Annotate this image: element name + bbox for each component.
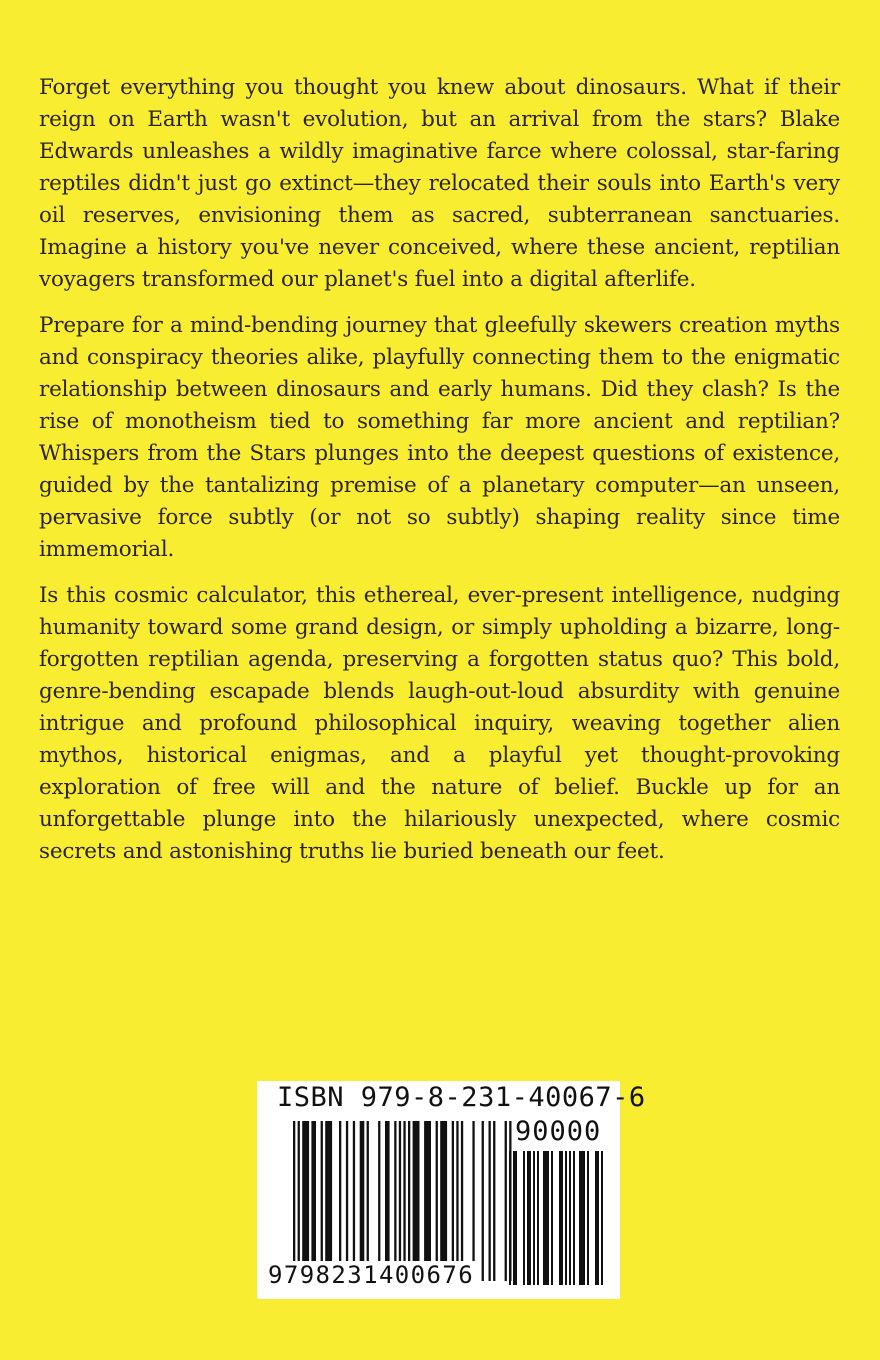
barcode-bar [385,1121,390,1281]
barcode-bar [408,1121,410,1281]
isbn-label: ISBN 979-8-231-40067-6 [277,1082,646,1113]
barcode-bar [394,1121,396,1281]
barcode-bar [302,1121,309,1281]
barcode-bar [523,1151,525,1285]
barcode-bar [424,1121,431,1281]
addon-bars [509,1151,603,1285]
barcode-bar [339,1121,341,1281]
barcode-bar [452,1121,454,1281]
barcode-bar [559,1151,563,1285]
barcode-bar [378,1121,380,1281]
ean-digits: 9798231400676 [268,1261,475,1289]
barcode-bar [298,1121,300,1281]
barcode-bar [505,1121,507,1281]
barcode-bar [413,1121,420,1281]
barcode-bar [321,1121,323,1281]
barcode-bar [601,1151,603,1285]
barcode-bar [293,1121,295,1281]
blurb-paragraph-2: Prepare for a mind-bending journey that gleefully skewers creation myths and conspiracy theories alike, playfully connecting them to the enigmatic relationship between dinosaurs and early humans. Did they clash? Is the rise of monotheism tied to something far more ancient and reptilian? Whispers from the Stars plunges into the deepest questions of existence, guided by the tantalizing premise of a planetary computer—an unseen, pervasive force subtly (or not so subtly) shaping reality since time immemorial. [39,313,840,562]
barcode-bar [565,1151,567,1285]
barcode-bar [482,1121,484,1281]
barcode-bar [325,1121,332,1281]
back-cover-blurb [39,72,840,882]
barcode-bar [489,1121,491,1281]
barcode-bar [440,1121,447,1281]
barcode-bar [367,1121,369,1281]
barcode-bar [513,1151,517,1285]
barcode-bar [537,1151,539,1285]
barcode-bar [595,1151,599,1285]
ean13-bars [293,1121,512,1281]
barcode-bar [311,1121,316,1281]
barcode-bar [579,1151,585,1285]
barcode-bar [436,1121,438,1281]
barcode-bar [346,1121,348,1281]
barcode-bar [353,1121,355,1281]
barcode-bar [527,1151,531,1285]
addon-price-code: 90000 [515,1116,602,1147]
barcode-bar [551,1151,553,1285]
barcode-bar [360,1121,365,1281]
barcode-bar [573,1151,575,1285]
barcode-bar [461,1121,463,1281]
barcode-bar [456,1121,458,1281]
barcode-bar [587,1151,589,1285]
barcode-bar [472,1121,474,1281]
barcode-bar [509,1151,511,1285]
barcode-bar [543,1151,549,1285]
barcode-bar [403,1121,405,1281]
blurb-paragraph-1: Forget everything you thought you knew about dinosaurs. What if their reign on Earth wasn't evolution, but an arrival from the stars? Blake Edwards unleashes a wildly imaginative farce where colossal, star-faring reptiles didn't just go extinct—they relocated their souls into Earth's very oil reserves, envisioning them as sacred, subterranean sanctuaries. Imagine a history you've never conceived, where these ancient, reptilian voyagers transformed our planet's fuel into a digital afterlife. [39,75,840,292]
barcode-bar [493,1121,495,1281]
barcode-bar [399,1121,401,1281]
barcode-bar [569,1151,571,1285]
isbn-barcode [257,1081,646,1299]
blurb-paragraph-3: Is this cosmic calculator, this ethereal, ever-present intelligence, nudging humanity toward some grand design, or simply upholding a bizarre, long-forgotten reptilian agenda, preserving a forgotten status quo? This bold, genre-bending escapade blends laugh-out-loud absurdity with genuine intrigue and profound philosophical inquiry, weaving together alien mythos, historical enigmas, and a playful yet thought-provoking exploration of free will and the nature of belief. Buckle up for an unforgettable plunge into the hilariously unexpected, where cosmic secrets and astonishing truths lie buried beneath our feet. [39,583,840,864]
barcode-bar [533,1151,535,1285]
